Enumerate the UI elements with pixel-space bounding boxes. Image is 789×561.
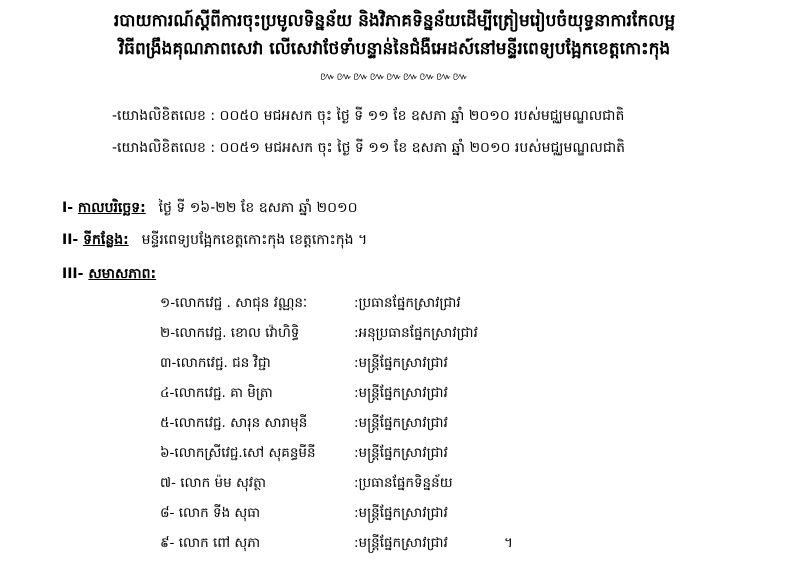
member-role: :ប្រធានផ្នែកទិន្នន័យ bbox=[354, 475, 453, 491]
member-name: ៩- លោក ពៅ សុភា bbox=[160, 535, 261, 551]
title-line-2: វិធីពង្រឹងគុណភាពសេវា លើសេវាថែទាំបន្ទាន់នៃជំងឺអេដស៍នៅមន្ទីរពេទ្យបង្អែកខេត្តកោះកុង bbox=[118, 39, 671, 59]
section-place-number: II- bbox=[62, 232, 79, 248]
section-place-value: មន្ទីរពេទ្យបង្អែកខេត្តកោះកុង ខេត្តកោះកុង ។ bbox=[141, 232, 368, 248]
section-members bbox=[62, 264, 156, 285]
member-role: :មន្ត្រីផ្នែកស្រាវជ្រាវ bbox=[354, 535, 448, 551]
member-role: :មន្ត្រីផ្នែកស្រាវជ្រាវ bbox=[354, 415, 448, 431]
section-members-label: សមាសភាព: bbox=[88, 266, 157, 282]
member-role: :អនុប្រធានផ្នែកស្រាវជ្រាវ bbox=[354, 325, 478, 341]
member-role: :មន្ត្រីផ្នែកស្រាវជ្រាវ bbox=[354, 445, 448, 461]
section-place-label: ទីកន្លែង: bbox=[83, 232, 129, 248]
member-name: ៨- លោក ទីង សុធា bbox=[160, 505, 261, 521]
section-members-number: III- bbox=[62, 266, 84, 282]
member-name: ៥-លោកវេជ្ជ. សារុន សារាមុនី bbox=[160, 415, 308, 431]
member-role: :មន្ត្រីផ្នែកស្រាវជ្រាវ bbox=[354, 355, 448, 371]
member-name: ៤-លោកវេជ្ជ. គា មិត្រា bbox=[160, 385, 273, 401]
member-row-end-mark: ។ bbox=[504, 535, 513, 551]
member-name: ១-លោកវេជ្ជ . សាជុន វណ្ណនៈ bbox=[160, 295, 308, 311]
reference-line-2: -យោងលិខិតលេខ : ០០៥១ មជអសក ចុះ ថ្ងៃ ទី ១១ ខែ ឧសភា ឆ្នាំ ២០១០ របស់មជ្ឈមណ្ឌលជាតិ bbox=[112, 140, 626, 156]
member-role: :ប្រធានផ្នែកស្រាវជ្រាវ bbox=[354, 295, 461, 311]
title-separator: ៚៚៚៚៚៚៚៚៚ bbox=[319, 70, 470, 83]
member-name: ៦-លោកស្រីវេជ្ជ.សៅ សុគន្ធមីនី bbox=[160, 445, 316, 461]
section-time bbox=[62, 198, 358, 219]
member-name: ២-លោកវេជ្ជ. ខោល វ៉ោហិទ្ធិ bbox=[160, 325, 300, 341]
section-time-label: កាលបរិច្ឆេទ: bbox=[77, 200, 146, 216]
member-role: :មន្ត្រីផ្នែកស្រាវជ្រាវ bbox=[354, 385, 448, 401]
member-name: ៣-លោកវេជ្ជ. ជន វិជ្ជា bbox=[160, 355, 271, 371]
member-name: ៧- លោក ម៉ម សុវត្ថា bbox=[160, 475, 266, 491]
section-time-number: I- bbox=[62, 200, 74, 216]
member-role: :មន្ត្រីផ្នែកស្រាវជ្រាវ bbox=[354, 505, 448, 521]
title-line-1: របាយការណ៍ស្តីពីការចុះប្រមូលទិន្នន័យ និងវិភាគទិន្នន័យដើម្បីត្រៀមរៀបចំយុទ្ធនាការកែលម្អ bbox=[113, 11, 676, 31]
reference-line-1: -យោងលិខិតលេខ : ០០៥០ មជអសក ចុះ ថ្ងៃ ទី ១១ ខែ ឧសភា ឆ្នាំ ២០១០ របស់មជ្ឈមណ្ឌលជាតិ bbox=[112, 108, 625, 124]
section-time-value: ថ្ងៃ ទី ១៦-២២ ខែ ឧសភា ឆ្នាំ ២០១០ bbox=[158, 200, 358, 216]
section-place bbox=[62, 230, 367, 251]
